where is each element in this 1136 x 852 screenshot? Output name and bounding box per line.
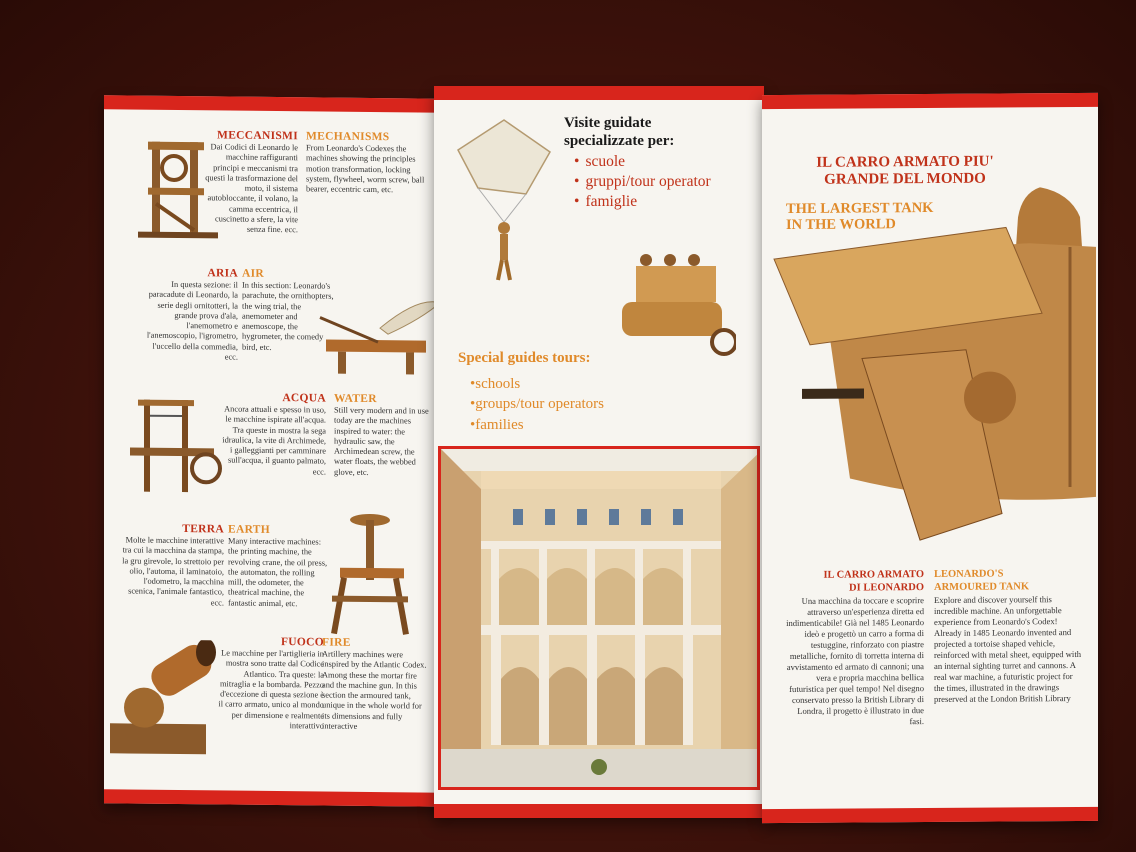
heading-fuoco: FUOCO	[280, 636, 324, 649]
text-terra: Molte le macchine interattive tra cui la macchina da stampa, la gru girevole, lo strettoio per olio, l'automa, il laminatoio, l'odometro, la macchina scenica, l'animale fantastico, ecc.	[122, 535, 224, 607]
list-item: •schools	[470, 376, 521, 392]
brochure-left-panel	[104, 95, 444, 807]
cannon-image	[110, 639, 220, 758]
title-en-line-1: THE LARGEST TANK	[786, 199, 934, 218]
heading-air: AIR	[242, 267, 264, 280]
list-item: •families	[470, 416, 524, 433]
text-acqua: Ancora attuali e spesso in uso, le macchine ispirate all'acqua. Tra queste in mostra la sega idraulica, la vite di Archimede, i galleggianti per camminare sull'acqua, il guanto palmato, ecc.	[222, 404, 326, 477]
title-it-line-2: GRANDE DEL MONDO	[824, 170, 986, 188]
heading-aria: ARIA	[207, 267, 238, 280]
press-machine-image	[330, 510, 414, 639]
section-mechanisms	[104, 127, 444, 235]
english-visitor-list	[470, 374, 604, 435]
text-armoured-tank: Explore and discover yourself this incredible machine. An unforgettable experience from Leonardo's Codex! Already in 1485 Leonardo invented and projected a tortoise shaped vehicle, reinforced with metal sheet, equipped with an internal sighting turret and cannons. A real war machine, a futuristic project for the times, illustrated in the drawings preserved at the London British Library	[934, 594, 1082, 704]
italian-visitor-list	[574, 152, 711, 212]
text-mechanisms: From Leonardo's Codexes the machines showing the principles motion transformation, locking system, flywheel, worm screw, ball bearer, eccentric cam, etc.	[306, 143, 425, 195]
title-line-1: Visite guidate	[564, 115, 652, 131]
list-item: • gruppi/tour operator	[574, 173, 711, 191]
section-water	[104, 389, 444, 477]
heading-armoured-tank-1: LEONARDO'S	[934, 568, 1004, 580]
courtyard-photo	[438, 446, 760, 790]
special-tours-title: Special guides tours:	[458, 350, 591, 366]
tank-title-italian	[800, 153, 1010, 189]
text-meccanismi: Dai Codici di Leonardo le macchine raffiguranti principi e meccanismi tra questi la trasformazione del moto, il sistema autobloccante, il volano, la camma eccentrica, il cuscinetto a sfere, la vite senza fine. ecc.	[205, 142, 298, 235]
tank-description-english	[934, 567, 1082, 705]
heading-carro-armato-1: IL CARRO ARMATO	[823, 569, 924, 581]
heading-acqua: ACQUA	[282, 392, 326, 405]
text-carro-armato: Una macchina da toccare e scoprire attraverso un'esperienza diretta ed indimenticabile! Già nel 1485 Leonardo ideò e progettò un carro a forma di testuggine, rinforzato con piastre metalliche, fornito di torretta interna di avvistamento ed armato di cannoni; una vera e propria macchina bellica futuristica per quel tempo! Nel disegno conservato presso la British Library di Londra, il progetto è illustrato in due fasi.	[786, 594, 924, 727]
heading-mechanisms: MECHANISMS	[306, 130, 390, 144]
ornithopter-image	[318, 287, 442, 384]
parachute-image	[456, 118, 552, 288]
title-en-line-2: IN THE WORLD	[786, 216, 896, 234]
heading-terra: TERRA	[182, 523, 224, 536]
heading-meccanismi: MECCANISMI	[217, 129, 298, 143]
tank-description-italian	[782, 568, 924, 728]
text-fuoco: Le macchine per l'artiglieria in mostra sono tratte dal Codice Atlantico. Tra queste: la mitraglia e la bombarda. Pezzo d'eccezione di questa sezione è il carro armato, unico al mondo per dimensione e realmente interattivo	[218, 648, 324, 731]
heading-water: WATER	[334, 392, 377, 406]
machine-gun-image	[612, 246, 736, 358]
text-fire: Artillery machines were inspired by the Atlantic Codex. Among these the mortar fire and the machine gun. In this section the armoured tank, unique in the whole world for its dimensions and fully interactive	[322, 649, 427, 731]
list-item: •groups/tour operators	[470, 396, 604, 413]
hydraulic-saw-image	[126, 393, 226, 498]
heading-earth: EARTH	[228, 523, 270, 536]
guided-tours-title	[564, 114, 674, 150]
title-it-line-1: IL CARRO ARMATO PIU'	[816, 153, 994, 171]
armoured-tank-image	[770, 187, 1098, 559]
title-line-2: specializzate per:	[564, 133, 675, 149]
text-air: In this section: Leonardo's parachute, the ornithopters, the wing trial, the anemometer and anemoscope, the hygrometer, the comedy bird, etc.	[242, 280, 334, 352]
brochure-middle-panel	[434, 86, 764, 818]
section-air	[104, 265, 444, 362]
text-water: Still very modern and in use today are the machines inspired to water: the hydraulic saw, the Archimedean screw, the water floats, the webbed glove, etc.	[334, 405, 429, 477]
text-earth: Many interactive machines: the printing machine, the revolving crane, the oil press, the automaton, the rolling mill, the odometer, the theatrical machine, the fantastic animal, etc.	[228, 536, 328, 608]
brochure-right-panel	[762, 93, 1098, 823]
heading-armoured-tank-2: ARMOURED TANK	[934, 581, 1029, 594]
heading-fire: FIRE	[322, 636, 351, 649]
list-item: • scuole	[574, 153, 626, 170]
list-item: • famiglie	[574, 193, 638, 211]
text-aria: In questa sezione: il paracadute di Leonardo, la serie degli ornitotteri, la grande prova d'ala, l'anemometro e l'anemoscopio, l'igrometro, l'uccello della commedia, ecc.	[146, 279, 238, 362]
heading-carro-armato-2: DI LEONARDO	[849, 582, 924, 595]
